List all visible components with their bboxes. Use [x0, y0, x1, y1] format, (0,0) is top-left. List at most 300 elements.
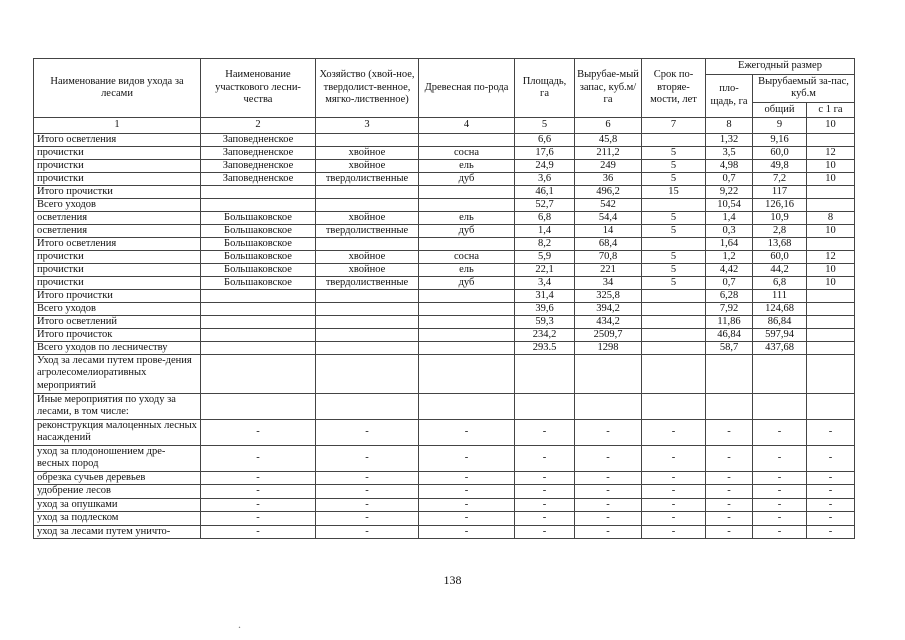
page-number: 138: [443, 573, 462, 587]
table-cell: -: [753, 525, 807, 539]
table-cell: -: [642, 419, 706, 445]
table-cell: [753, 393, 807, 419]
table-cell: Всего уходов: [34, 198, 201, 211]
table-cell: [419, 328, 515, 341]
table-row: [34, 419, 855, 445]
table-cell: 8,2: [515, 237, 575, 250]
table-cell: [419, 133, 515, 146]
table-cell: -: [419, 498, 515, 512]
table-cell: -: [316, 512, 419, 526]
table-cell: 117: [753, 185, 807, 198]
table-cell: 46,1: [515, 185, 575, 198]
table-cell: Большаковское: [201, 237, 316, 250]
table-cell: Итого прочистки: [34, 289, 201, 302]
table-cell: [807, 315, 855, 328]
table-cell: -: [807, 512, 855, 526]
table-cell: ель: [419, 211, 515, 224]
table-cell: 9,22: [706, 185, 753, 198]
table-cell: 124,68: [753, 302, 807, 315]
table-cell: 1,4: [515, 224, 575, 237]
table-cell: [316, 328, 419, 341]
table-cell: [201, 341, 316, 354]
table-cell: дуб: [419, 224, 515, 237]
table-cell-label: уход за подлеском: [34, 512, 201, 526]
table-cell: [807, 133, 855, 146]
table-cell: хвойное: [316, 263, 419, 276]
table-cell: Большаковское: [201, 250, 316, 263]
table-cell: [419, 354, 515, 393]
table-cell: Заповедненское: [201, 172, 316, 185]
table-cell: дуб: [419, 276, 515, 289]
table-row: [34, 445, 855, 471]
table-cell: 211,2: [575, 146, 642, 159]
column-number: 4: [419, 118, 515, 134]
table-cell: 10,54: [706, 198, 753, 211]
table-cell: 6,6: [515, 133, 575, 146]
table-cell: [316, 289, 419, 302]
header-total: общий: [753, 102, 807, 118]
table-cell: -: [706, 419, 753, 445]
table-cell: [807, 302, 855, 315]
table-cell: [201, 328, 316, 341]
table-cell: -: [201, 498, 316, 512]
table-cell: [807, 198, 855, 211]
table-cell: [419, 315, 515, 328]
table-row: [34, 328, 855, 341]
table-cell: 11,86: [706, 315, 753, 328]
table-cell: -: [753, 485, 807, 499]
table-cell: -: [316, 498, 419, 512]
table-cell: -: [753, 445, 807, 471]
table-cell: [642, 289, 706, 302]
table-cell: -: [419, 419, 515, 445]
column-number: 2: [201, 118, 316, 134]
table-cell: 54,4: [575, 211, 642, 224]
table-cell: -: [575, 445, 642, 471]
table-cell: [201, 302, 316, 315]
table-cell: [642, 328, 706, 341]
table-cell: 3,5: [706, 146, 753, 159]
header-cut-stock: Вырубае-мый запас, куб.м/га: [575, 59, 642, 118]
table-cell: 36: [575, 172, 642, 185]
table-cell: 15: [642, 185, 706, 198]
table-cell: -: [807, 485, 855, 499]
table-cell: дуб: [419, 172, 515, 185]
table-cell: 249: [575, 159, 642, 172]
table-cell: [201, 289, 316, 302]
table-cell: -: [575, 525, 642, 539]
table-row: [34, 159, 855, 172]
table-cell: -: [642, 498, 706, 512]
table-cell: -: [201, 485, 316, 499]
header-area: Площадь, га: [515, 59, 575, 118]
table-cell: [706, 393, 753, 419]
table-cell: сосна: [419, 250, 515, 263]
table-cell-label: уход за опушками: [34, 498, 201, 512]
table-cell: Заповедненское: [201, 159, 316, 172]
table-cell: 60,0: [753, 250, 807, 263]
table-cell: 1,32: [706, 133, 753, 146]
table-cell: 5: [642, 250, 706, 263]
table-cell: осветления: [34, 211, 201, 224]
table-cell: Всего уходов по лесничеству: [34, 341, 201, 354]
table-cell: 6,8: [753, 276, 807, 289]
table-cell: [316, 341, 419, 354]
table-cell: [515, 354, 575, 393]
table-cell: [419, 237, 515, 250]
table-cell: -: [706, 471, 753, 485]
table-cell: -: [706, 512, 753, 526]
table-cell: [419, 302, 515, 315]
table-cell: 4,98: [706, 159, 753, 172]
table-cell: 59,3: [515, 315, 575, 328]
table-cell: -: [575, 485, 642, 499]
table-cell: 325,8: [575, 289, 642, 302]
table-cell: -: [706, 485, 753, 499]
table-cell: 10: [807, 172, 855, 185]
table-cell: -: [201, 525, 316, 539]
table-row: [34, 289, 855, 302]
table-cell: -: [201, 512, 316, 526]
table-cell: [807, 354, 855, 393]
table-cell: ель: [419, 159, 515, 172]
table-cell: 0,7: [706, 172, 753, 185]
table-cell: [201, 354, 316, 393]
forest-care-table: [33, 58, 855, 539]
table-cell: -: [515, 471, 575, 485]
table-row: [34, 211, 855, 224]
table-cell: -: [515, 498, 575, 512]
table-row: [34, 354, 855, 393]
table-cell: 542: [575, 198, 642, 211]
table-cell: Большаковское: [201, 224, 316, 237]
table-cell: -: [515, 485, 575, 499]
table-cell: 5: [642, 146, 706, 159]
table-cell: ель: [419, 263, 515, 276]
table-row: [34, 172, 855, 185]
table-cell: 44,2: [753, 263, 807, 276]
table-cell: 434,2: [575, 315, 642, 328]
table-cell-label: удобрение лесов: [34, 485, 201, 499]
table-cell: 111: [753, 289, 807, 302]
table-cell: [642, 354, 706, 393]
table-cell-label: уход за плодоношением дре-весных пород: [34, 445, 201, 471]
table-cell: сосна: [419, 146, 515, 159]
table-cell: [316, 133, 419, 146]
table-cell: твердолиственные: [316, 172, 419, 185]
table-row: [34, 498, 855, 512]
table-cell: [753, 354, 807, 393]
document-sheet: [33, 58, 854, 539]
table-row: [34, 133, 855, 146]
table-cell: прочистки: [34, 159, 201, 172]
table-cell: 3,6: [515, 172, 575, 185]
table-cell: [807, 393, 855, 419]
table-row: [34, 224, 855, 237]
table-cell: [316, 354, 419, 393]
table-cell: 221: [575, 263, 642, 276]
table-cell: [316, 237, 419, 250]
table-cell: [807, 237, 855, 250]
table-cell: [706, 354, 753, 393]
table-cell: -: [201, 471, 316, 485]
table-cell: [419, 185, 515, 198]
table-cell: 597,94: [753, 328, 807, 341]
table-cell: 31,4: [515, 289, 575, 302]
table-row: [34, 341, 855, 354]
table-cell: [316, 185, 419, 198]
table-cell: Большаковское: [201, 211, 316, 224]
table-cell: твердолиственные: [316, 224, 419, 237]
column-number: 8: [706, 118, 753, 134]
table-cell: [419, 289, 515, 302]
table-cell: Большаковское: [201, 276, 316, 289]
header-tree-species: Древесная по-рода: [419, 59, 515, 118]
table-cell: 46,84: [706, 328, 753, 341]
table-cell: [807, 341, 855, 354]
table-cell: 86,84: [753, 315, 807, 328]
table-cell: -: [753, 471, 807, 485]
table-cell: 126,16: [753, 198, 807, 211]
table-cell: -: [316, 445, 419, 471]
table-cell: хвойное: [316, 211, 419, 224]
table-cell: -: [807, 498, 855, 512]
table-cell: 10,9: [753, 211, 807, 224]
table-cell: -: [419, 471, 515, 485]
table-cell: [642, 237, 706, 250]
table-cell: 437,68: [753, 341, 807, 354]
table-cell: -: [575, 512, 642, 526]
table-cell: 1298: [575, 341, 642, 354]
table-cell: хвойное: [316, 146, 419, 159]
table-cell: -: [807, 471, 855, 485]
stray-mark: .: [238, 617, 241, 631]
table-cell: 2,8: [753, 224, 807, 237]
table-cell: [642, 393, 706, 419]
table-cell: 4,42: [706, 263, 753, 276]
table-cell: осветления: [34, 224, 201, 237]
table-cell-label: уход за лесами путем уничто-: [34, 525, 201, 539]
table-cell: Всего уходов: [34, 302, 201, 315]
header-economy-type: Хозяйство (хвой-ное, твердолист-венное, мягко-лиственное): [316, 59, 419, 118]
table-cell: [201, 185, 316, 198]
table-cell: -: [753, 419, 807, 445]
table-cell: [807, 328, 855, 341]
table-cell: [642, 133, 706, 146]
table-row: [34, 146, 855, 159]
table-cell: -: [706, 445, 753, 471]
table-row: [34, 302, 855, 315]
table-cell: 234,2: [515, 328, 575, 341]
table-cell: -: [807, 525, 855, 539]
column-number: 5: [515, 118, 575, 134]
column-number: 10: [807, 118, 855, 134]
table-cell: 10: [807, 276, 855, 289]
table-cell: -: [515, 525, 575, 539]
table-cell: 1,2: [706, 250, 753, 263]
table-cell: [419, 341, 515, 354]
table-cell: 394,2: [575, 302, 642, 315]
table-row: [34, 315, 855, 328]
table-row: [34, 393, 855, 419]
table-cell: 14: [575, 224, 642, 237]
table-row: [34, 198, 855, 211]
table-cell: -: [642, 471, 706, 485]
table-cell: 5: [642, 224, 706, 237]
table-cell: 34: [575, 276, 642, 289]
table-cell: Итого осветления: [34, 133, 201, 146]
table-cell: Итого осветления: [34, 237, 201, 250]
table-cell: Итого осветлений: [34, 315, 201, 328]
table-cell: 17,6: [515, 146, 575, 159]
table-cell-label: реконструкция малоценных лесных насаждений: [34, 419, 201, 445]
table-cell: 45,8: [575, 133, 642, 146]
header-annual-cut-stock: Вырубаемый за-пас, куб.м: [753, 74, 855, 102]
table-cell: [575, 354, 642, 393]
table-cell: -: [419, 512, 515, 526]
table-cell: [316, 198, 419, 211]
table-cell: [201, 393, 316, 419]
table-cell: -: [807, 445, 855, 471]
table-cell: твердолиственные: [316, 276, 419, 289]
table-row: [34, 263, 855, 276]
table-cell: 58,7: [706, 341, 753, 354]
table-cell: [642, 302, 706, 315]
table-cell: [316, 315, 419, 328]
table-cell: 0,7: [706, 276, 753, 289]
table-cell: -: [706, 498, 753, 512]
table-cell: прочистки: [34, 263, 201, 276]
table-cell-label: Иные мероприятия по уходу за лесами, в том числе:: [34, 393, 201, 419]
column-number: 1: [34, 118, 201, 134]
table-cell: Итого прочистки: [34, 185, 201, 198]
table-cell: 7,92: [706, 302, 753, 315]
table-cell: [642, 315, 706, 328]
table-cell: [807, 289, 855, 302]
table-cell: [642, 341, 706, 354]
table-cell: 1,4: [706, 211, 753, 224]
table-cell: 10: [807, 224, 855, 237]
table-cell: 24,9: [515, 159, 575, 172]
table-cell: Итого прочисток: [34, 328, 201, 341]
table-cell: 49,8: [753, 159, 807, 172]
header-care-type: Наименование видов ухода за лесами: [34, 59, 201, 118]
table-cell: прочистки: [34, 146, 201, 159]
header-forestry-district: Наименование участкового лесни-чества: [201, 59, 316, 118]
table-cell: Заповедненское: [201, 133, 316, 146]
table-cell: 2509,7: [575, 328, 642, 341]
table-cell: прочистки: [34, 172, 201, 185]
table-cell: -: [419, 525, 515, 539]
table-row: [34, 237, 855, 250]
column-number: 9: [753, 118, 807, 134]
table-cell: 39,6: [515, 302, 575, 315]
table-cell: -: [575, 498, 642, 512]
header-annual-size: Ежегодный размер: [706, 59, 855, 75]
column-number-row: [34, 118, 855, 134]
table-row: [34, 525, 855, 539]
table-cell: [515, 393, 575, 419]
table-cell: прочистки: [34, 276, 201, 289]
table-cell: 5: [642, 211, 706, 224]
table-cell: 7,2: [753, 172, 807, 185]
column-number: 3: [316, 118, 419, 134]
table-cell: 52,7: [515, 198, 575, 211]
table-cell: -: [642, 512, 706, 526]
table-body: [34, 133, 855, 354]
table-cell: -: [753, 512, 807, 526]
table-cell: -: [515, 419, 575, 445]
table-cell: -: [419, 445, 515, 471]
table-row: [34, 276, 855, 289]
table-cell: [316, 393, 419, 419]
table-cell: хвойное: [316, 159, 419, 172]
table-cell: -: [419, 485, 515, 499]
table-cell-label: обрезка сучьев деревьев: [34, 471, 201, 485]
table-cell: 5: [642, 159, 706, 172]
table-cell: [419, 393, 515, 419]
table-cell: -: [316, 419, 419, 445]
table-cell: 6,8: [515, 211, 575, 224]
table-cell: 0,3: [706, 224, 753, 237]
table-cell: -: [575, 419, 642, 445]
table-cell: -: [642, 445, 706, 471]
table-cell: -: [807, 419, 855, 445]
table-row: [34, 485, 855, 499]
table-cell: [201, 315, 316, 328]
table-cell: [419, 198, 515, 211]
table-cell: [642, 198, 706, 211]
table-cell: 1,64: [706, 237, 753, 250]
table-cell: 5,9: [515, 250, 575, 263]
table-row: [34, 471, 855, 485]
table-cell: 9,16: [753, 133, 807, 146]
column-number: 7: [642, 118, 706, 134]
table-cell: 8: [807, 211, 855, 224]
table-row: [34, 512, 855, 526]
table-cell: [316, 302, 419, 315]
table-cell: -: [201, 445, 316, 471]
table-cell: -: [201, 419, 316, 445]
table-cell: -: [706, 525, 753, 539]
table-cell: -: [642, 485, 706, 499]
column-number: 6: [575, 118, 642, 134]
header-annual-area: пло-щадь, га: [706, 74, 753, 118]
table-cell: 12: [807, 250, 855, 263]
table-cell-label: Уход за лесами путем прове-дения агролесомелиоративных мероприятий: [34, 354, 201, 393]
table-cell: Заповедненское: [201, 146, 316, 159]
table-cell: хвойное: [316, 250, 419, 263]
table-cell: -: [575, 471, 642, 485]
table-cell: прочистки: [34, 250, 201, 263]
table-cell: 10: [807, 263, 855, 276]
table-cell: -: [515, 445, 575, 471]
table-cell: 3,4: [515, 276, 575, 289]
table-cell: [575, 393, 642, 419]
table-cell: Большаковское: [201, 263, 316, 276]
table-cell: 5: [642, 172, 706, 185]
table-cell: 13,68: [753, 237, 807, 250]
table-body-other-measures: [34, 354, 855, 539]
table-cell: 5: [642, 276, 706, 289]
table-cell: 496,2: [575, 185, 642, 198]
table-cell: -: [642, 525, 706, 539]
table-cell: -: [316, 525, 419, 539]
table-cell: 5: [642, 263, 706, 276]
table-cell: [807, 185, 855, 198]
table-cell: 12: [807, 146, 855, 159]
table-cell: -: [316, 485, 419, 499]
